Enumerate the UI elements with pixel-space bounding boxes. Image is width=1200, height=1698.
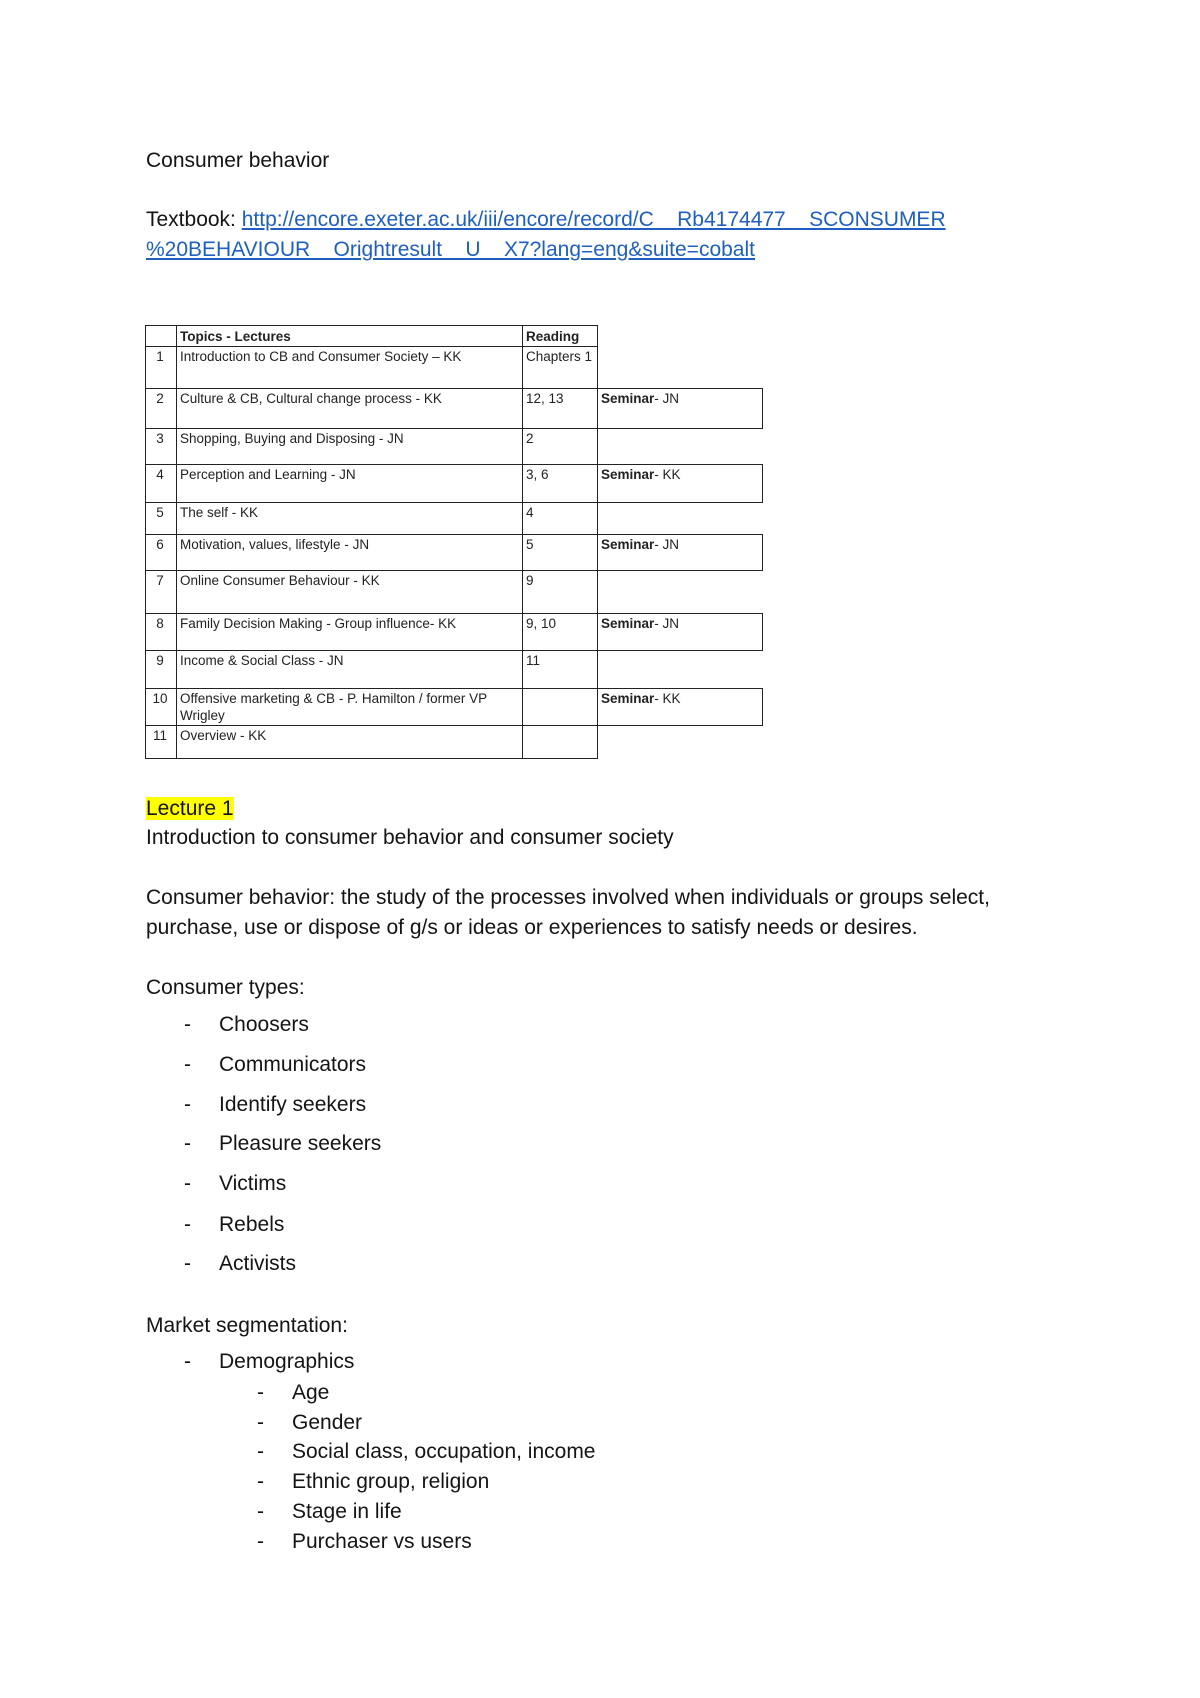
table-row-reading: 2 [526, 431, 534, 446]
table-rule [145, 428, 598, 429]
table-rule [145, 388, 598, 389]
list-bullet-dash: - [184, 1350, 191, 1373]
list-bullet-dash: - [184, 1093, 191, 1116]
sublist-bullet-dash: - [257, 1470, 264, 1493]
table-row-topic: Family Decision Making - Group influence- KK [180, 616, 457, 631]
segmentation-subitem: Gender [292, 1411, 363, 1434]
table-row-number: 1 [156, 349, 164, 364]
table-row-reading: Chapters 1 [526, 349, 593, 364]
textbook-line [146, 207, 946, 233]
list-bullet-dash: - [184, 1172, 191, 1195]
table-row-reading: 3, 6 [526, 467, 549, 482]
table-rule [597, 325, 598, 758]
textbook-link-continued[interactable] [146, 237, 755, 263]
segmentation-subitem: Age [292, 1381, 330, 1404]
seminar-box-rule [597, 502, 763, 503]
seminar-box-rule [762, 464, 763, 503]
definition-line-1: Consumer behavior: the study of the processes involved when individuals or groups select, [146, 886, 990, 909]
segmentation-subitem: Ethnic group, religion [292, 1470, 490, 1493]
table-row-topic: Culture & CB, Cultural change process - KK [180, 391, 442, 406]
table-row-number: 9 [156, 653, 164, 668]
consumer-type-item: Identify seekers [219, 1093, 367, 1116]
table-row-topic: Overview - KK [180, 728, 267, 743]
definition-line-2: purchase, use or dispose of g/s or ideas or experiences to satisfy needs or desires. [146, 916, 918, 939]
table-row-number: 10 [152, 691, 168, 706]
table-rule [145, 534, 598, 535]
seminar-box-rule [597, 534, 763, 535]
table-rule [145, 325, 598, 326]
table-row-number: 7 [156, 573, 164, 588]
table-row-number: 5 [156, 505, 164, 520]
table-row-seminar: Seminar- JN [601, 391, 680, 406]
seminar-box-rule [597, 464, 763, 465]
table-row-number: 8 [156, 616, 164, 631]
segmentation-item: Demographics [219, 1350, 355, 1373]
table-rule [145, 570, 598, 571]
table-row-topic: Shopping, Buying and Disposing - JN [180, 431, 404, 446]
table-rule [145, 650, 598, 651]
sublist-bullet-dash: - [257, 1500, 264, 1523]
table-row-number: 4 [156, 467, 164, 482]
consumer-type-item: Choosers [219, 1013, 309, 1036]
consumer-types-heading: Consumer types: [146, 976, 305, 999]
lecture-heading [146, 796, 234, 822]
textbook-label: Textbook: [146, 208, 242, 231]
sublist-bullet-dash: - [257, 1411, 264, 1434]
sublist-bullet-dash: - [257, 1440, 264, 1463]
seminar-box-rule [762, 613, 763, 651]
table-row-number: 3 [156, 431, 164, 446]
table-row-reading: 5 [526, 537, 534, 552]
table-rule [145, 688, 598, 689]
table-row-reading: 12, 13 [526, 391, 564, 406]
table-header-reading: Reading [526, 329, 580, 344]
table-row-reading: 9 [526, 573, 534, 588]
table-row-seminar: Seminar- KK [601, 691, 681, 706]
table-row-topic: Online Consumer Behaviour - KK [180, 573, 380, 588]
table-rule [145, 725, 598, 726]
seminar-box-rule [762, 388, 763, 429]
table-row-seminar: Seminar- KK [601, 467, 681, 482]
table-row-topic: Offensive marketing & CB - P. Hamilton / former VP Wrigley [180, 691, 487, 723]
consumer-type-item: Communicators [219, 1053, 367, 1076]
table-rule [145, 325, 146, 758]
table-row-topic: Introduction to CB and Consumer Society – KK [180, 349, 462, 364]
seminar-box-rule [762, 688, 763, 726]
table-header-topics: Topics - Lectures [180, 329, 291, 344]
seminar-box-rule [597, 650, 763, 651]
consumer-type-item: Victims [219, 1172, 287, 1195]
table-row-topic: Perception and Learning - JN [180, 467, 356, 482]
sublist-bullet-dash: - [257, 1381, 264, 1404]
list-bullet-dash: - [184, 1213, 191, 1236]
consumer-type-item: Activists [219, 1252, 297, 1275]
schedule-table [145, 325, 762, 758]
table-row-reading: 4 [526, 505, 534, 520]
seminar-box-rule [597, 688, 763, 689]
table-rule [145, 502, 598, 503]
table-rule [145, 613, 598, 614]
market-segmentation-heading: Market segmentation: [146, 1314, 348, 1337]
table-rule [176, 325, 177, 758]
table-rule [522, 325, 523, 758]
segmentation-subitem: Purchaser vs users [292, 1530, 472, 1553]
textbook-link-part2[interactable]: %20BEHAVIOUR__Orightresult__U__X7?lang=eng&suite=cobalt [146, 238, 755, 261]
list-bullet-dash: - [184, 1132, 191, 1155]
table-rule [145, 758, 598, 759]
seminar-box-rule [597, 388, 763, 389]
seminar-box-rule [597, 570, 763, 571]
seminar-box-rule [597, 613, 763, 614]
consumer-type-item: Pleasure seekers [219, 1132, 382, 1155]
table-row-number: 11 [152, 728, 167, 743]
table-row-number: 2 [156, 391, 164, 406]
document-title: Consumer behavior [146, 149, 330, 172]
lecture-heading-text: Lecture 1 [146, 797, 234, 820]
list-bullet-dash: - [184, 1013, 191, 1036]
table-row-topic: Income & Social Class - JN [180, 653, 344, 668]
table-row-number: 6 [156, 537, 164, 552]
seminar-box-rule [597, 428, 763, 429]
sublist-bullet-dash: - [257, 1530, 264, 1553]
table-row-topic: The self - KK [180, 505, 259, 520]
segmentation-subitem: Social class, occupation, income [292, 1440, 596, 1463]
list-bullet-dash: - [184, 1053, 191, 1076]
consumer-type-item: Rebels [219, 1213, 285, 1236]
textbook-link[interactable]: http://encore.exeter.ac.uk/iii/encore/record/C__Rb4174477__SCONSUMER [241, 208, 946, 231]
table-row-reading: 11 [526, 653, 541, 668]
seminar-box-rule [762, 534, 763, 571]
list-bullet-dash: - [184, 1252, 191, 1275]
segmentation-subitem: Stage in life [292, 1500, 402, 1523]
table-row-seminar: Seminar- JN [601, 537, 680, 552]
table-rule [145, 464, 598, 465]
seminar-box-rule [597, 725, 763, 726]
table-row-topic: Motivation, values, lifestyle - JN [180, 537, 370, 552]
table-row-reading: 9, 10 [526, 616, 557, 631]
lecture-subtitle: Introduction to consumer behavior and consumer society [146, 826, 674, 849]
table-rule [145, 346, 598, 347]
table-row-seminar: Seminar- JN [601, 616, 680, 631]
